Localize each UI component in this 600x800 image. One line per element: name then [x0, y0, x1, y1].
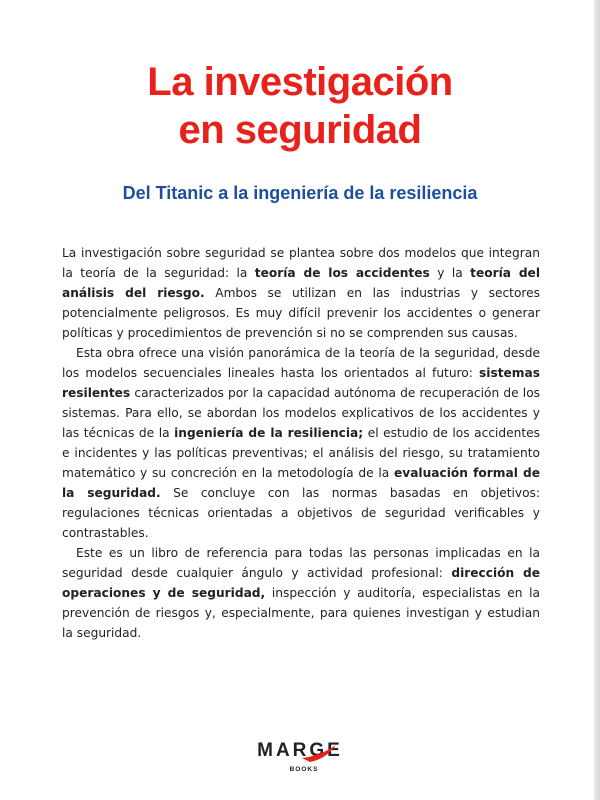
text-run: caracterizados por la capacidad autónoma de recuperación de los sistemas. Para ello, se abordan los modelos explicativos de los accidentes y las técnicas de la — [62, 386, 540, 440]
text-run: el estudio de los accidentes e incidentes y las políticas preventivas; el análisis del riesgo, su tratamiento matemático y su concreción en la metodología de la — [62, 426, 540, 480]
logo-brand-text: MARGE — [257, 740, 343, 761]
bold-phrase: teoría de los accidentes — [254, 266, 430, 280]
synopsis — [62, 243, 540, 643]
logo-sub-text: BOOKS — [289, 766, 319, 773]
book-title-line-1: La investigación — [147, 60, 453, 104]
bold-phrase: ingeniería de la resiliencia; — [174, 426, 364, 440]
synopsis-paragraph-1 — [62, 243, 540, 343]
book-title-line-2: en seguridad — [178, 108, 422, 152]
text-run: Se concluye con las normas basadas en objetivos: regulaciones técnicas orientadas a objetivos de seguridad verificables y contrastables. — [62, 486, 540, 540]
book-title — [0, 58, 600, 154]
text-run: Este es un libro de referencia para todas las personas implicadas en la seguridad desde cualquier ángulo y actividad profesional: — [62, 546, 540, 580]
text-run: y la — [429, 266, 471, 280]
bold-phrase: teoría del análisis del riesgo. — [62, 266, 540, 300]
text-run: inspección y auditoría, especialistas en la prevención de riesgos y, especialmente, para quienes investigan y estudian la seguridad. — [62, 586, 540, 640]
text-run: Ambos se utilizan en las industrias y sectores potencialmente peligrosos. Es muy difícil prevenir los accidentes o generar políticas y procedimientos de prevención si no se comprenden sus causas. — [62, 286, 540, 340]
text-run: La investigación sobre seguridad se plantea sobre dos modelos que integran la teoría de la seguridad: la — [62, 246, 540, 280]
bold-phrase: evaluación formal de la seguridad. — [62, 466, 541, 500]
bold-phrase: sistemas resilentes — [62, 366, 540, 400]
bold-phrase: dirección de operaciones y de seguridad, — [62, 566, 540, 600]
book-subtitle: Del Titanic a la ingeniería de la resiliencia — [122, 183, 478, 203]
marge-books-logo — [240, 737, 360, 777]
text-run: Esta obra ofrece una visión panorámica de la teoría de la seguridad, desde los modelos secuenciales lineales hasta los orientados al futuro: — [62, 346, 540, 380]
synopsis-paragraph-2 — [62, 343, 540, 543]
synopsis-paragraph-3 — [62, 543, 540, 643]
